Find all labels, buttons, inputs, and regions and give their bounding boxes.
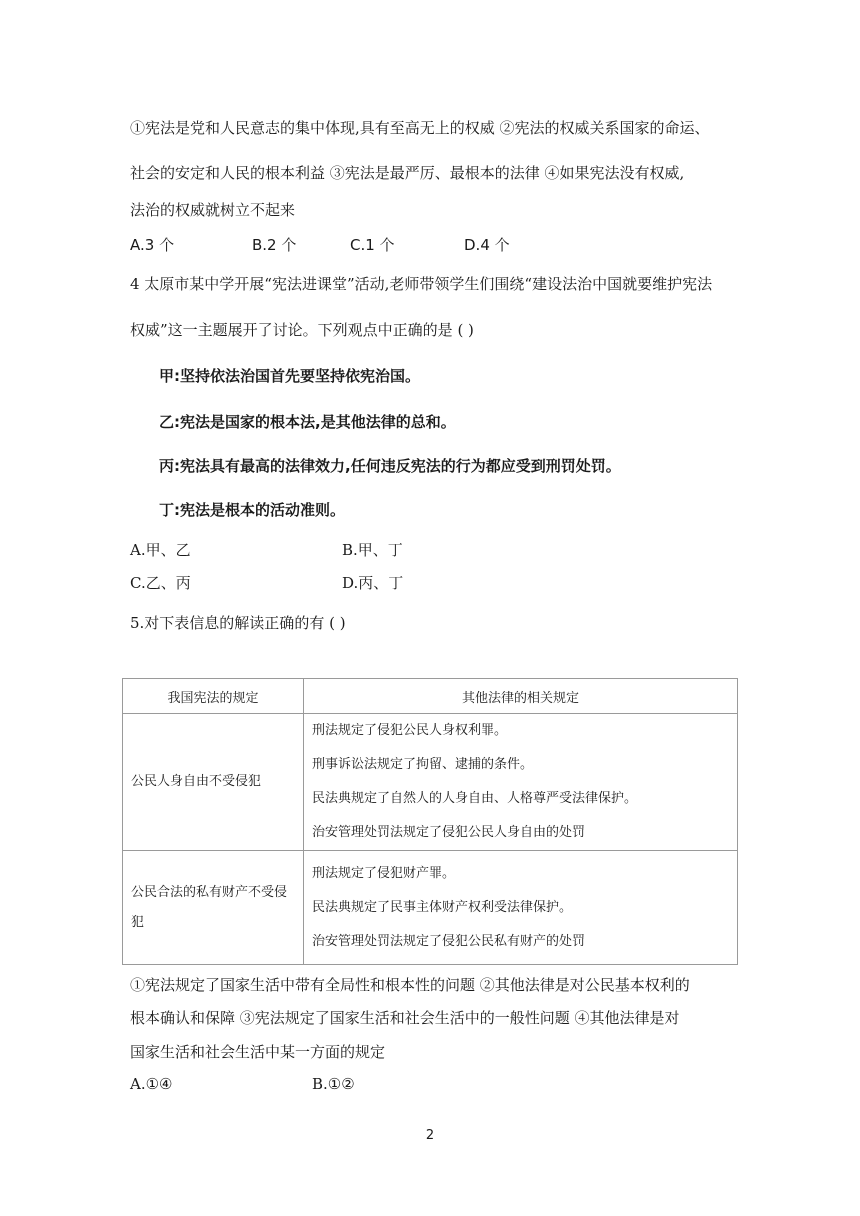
q4-view-yi: 乙:宪法是国家的根本法,是其他法律的总和。: [159, 413, 456, 431]
q5-option-a: A.①④: [130, 1075, 173, 1093]
law-provision: 治安管理处罚法规定了侵犯公民私有财产的处罚: [312, 933, 586, 949]
constitution-provision-cell: 公民合法的私有财产不受侵犯: [123, 851, 304, 965]
q3-statement-line: ①宪法是党和人民意志的集中体现,具有至高无上的权威 ②宪法的权威关系国家的命运、: [130, 119, 710, 137]
page-number: 2: [425, 1128, 435, 1143]
q4-stem: 4 太原市某中学开展“宪法进课堂”活动,老师带领学生们围绕“建设法治中国就要维护宪法: [130, 275, 713, 293]
law-provision: 刑法规定了侵犯财产罪。: [312, 865, 456, 881]
law-comparison-table: [122, 678, 738, 965]
q3-statement-line: 社会的安定和人民的根本利益 ③宪法是最严厉、最根本的法律 ④如果宪法没有权威,: [130, 164, 685, 182]
q4-view-bing: 丙:宪法具有最高的法律效力,任何违反宪法的行为都应受到刑罚处罚。: [159, 457, 621, 475]
law-provision: 民法典规定了自然人的人身自由、人格尊严受法律保护。: [312, 791, 638, 806]
constitution-provision-cell: 公民人身自由不受侵犯: [123, 714, 304, 851]
q4-option-c: C.乙、丙: [130, 574, 191, 592]
table-header-row: [123, 679, 738, 714]
table-row: [123, 714, 738, 851]
q5-statement-line: ①宪法规定了国家生活中带有全局性和根本性的问题 ②其他法律是对公民基本权利的: [130, 976, 690, 994]
q5-statement-line: 根本确认和保障 ③宪法规定了国家生活和社会生活中的一般性问题 ④其他法律是对: [130, 1009, 680, 1027]
law-provision: 刑事诉讼法规定了拘留、逮捕的条件。: [312, 757, 534, 772]
q4-view-ding: 丁:宪法是根本的活动准则。: [159, 501, 345, 519]
q4-option-d: D.丙、丁: [342, 574, 404, 592]
related-laws-cell: [304, 851, 738, 965]
q4-view-jia: 甲:坚持依法治国首先要坚持依宪治国。: [159, 367, 421, 385]
q5-stem: 5.对下表信息的解读正确的有 ( ): [130, 614, 346, 632]
q4-option-b: B.甲、丁: [342, 541, 403, 559]
q3-option-c: C.1 个: [350, 236, 395, 254]
table-row: [123, 851, 738, 965]
law-provision: 治安管理处罚法规定了侵犯公民人身自由的处罚: [312, 825, 586, 840]
table-header-cell: 其他法律的相关规定: [304, 679, 738, 714]
q5-statement-line: 国家生活和社会生活中某一方面的规定: [130, 1043, 386, 1061]
q4-option-a: A.甲、乙: [130, 541, 191, 559]
q3-statement-line: 法治的权威就树立不起来: [130, 201, 296, 219]
q3-option-d: D.4 个: [464, 236, 510, 254]
q3-option-a: A.3 个: [130, 236, 175, 254]
related-laws-cell: [304, 714, 738, 851]
q5-option-b: B.①②: [312, 1075, 355, 1093]
q3-option-b: B.2 个: [252, 236, 297, 254]
table-header-cell: 我国宪法的规定: [123, 679, 304, 714]
law-provision: 民法典规定了民事主体财产权利受法律保护。: [312, 899, 573, 915]
law-provision: 刑法规定了侵犯公民人身权利罪。: [312, 723, 508, 738]
q4-stem: 权威”这一主题展开了讨论。下列观点中正确的是 ( ): [130, 321, 474, 339]
